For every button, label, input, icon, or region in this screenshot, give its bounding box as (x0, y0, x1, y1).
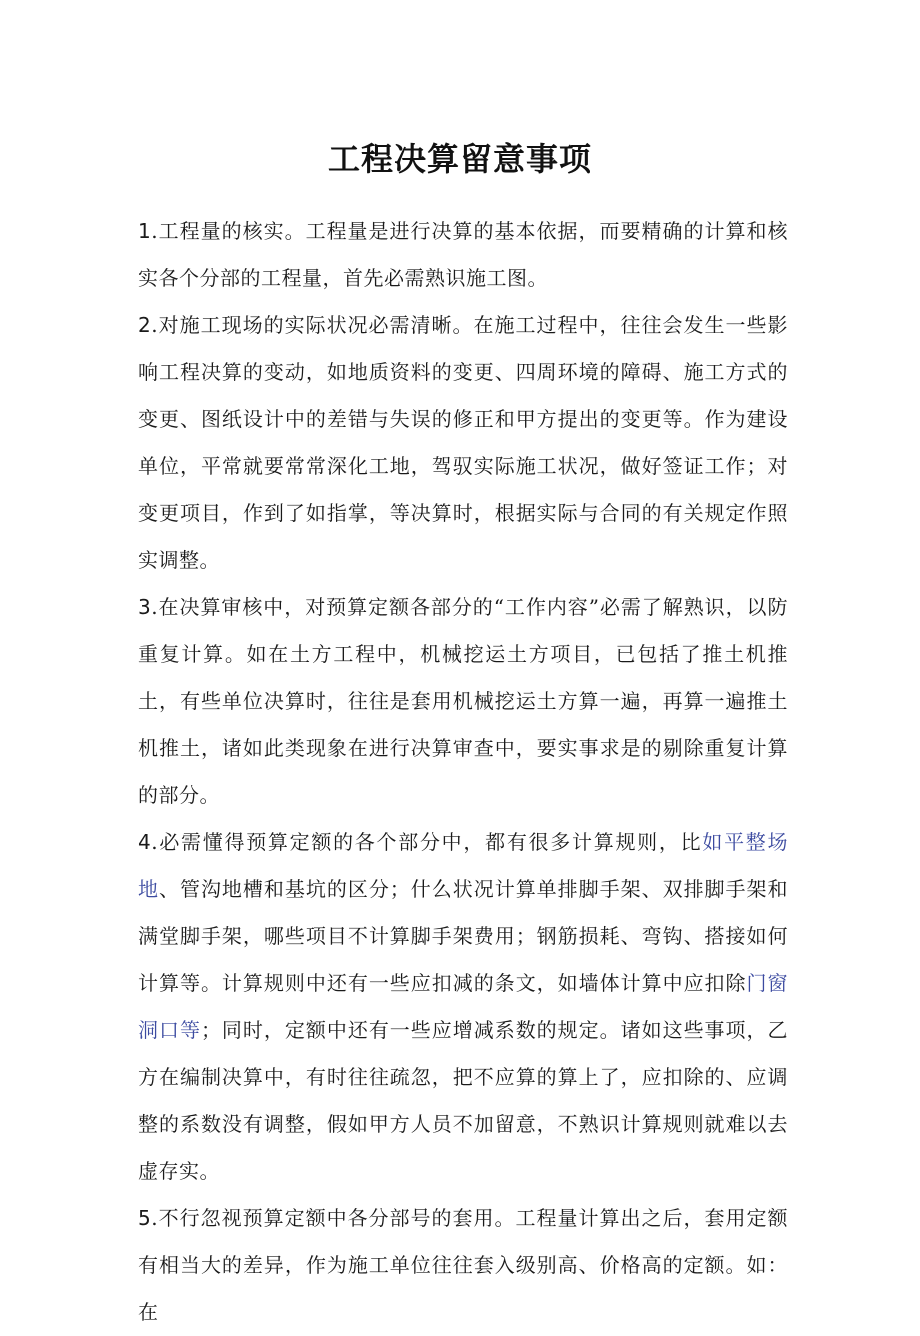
paragraph-text: .工程量的核实。工程量是进行决算的基本依据，而要精确的计算和核实各个分部的工程量，首先必需熟识施工图。 (138, 219, 788, 290)
paragraph-4 (138, 819, 788, 1195)
paragraph-text: .在决算审核中，对预算定额各部分的“工作内容”必需了解熟识，以防重复计算。如在土方工程中，机械挖运土方项目，已包括了推土机推土，有些单位决算时，往往是套用机械挖运土方算一遍，再算一遍推土机推土，诸如此类现象在进行决算审查中，要实事求是的剔除重复计算的部分。 (138, 595, 788, 807)
paragraph-number: 4 (138, 830, 152, 854)
document-title: 工程决算留意事项 (327, 140, 592, 179)
paragraph-2 (138, 302, 788, 584)
paragraph-5 (138, 1195, 788, 1336)
paragraph-text: .对施工现场的实际状况必需清晰。在施工过程中，往往会发生一些影响工程决算的变动，如地质资料的变更、四周环境的障碍、施工方式的变更、图纸设计中的差错与失误的修正和甲方提出的变更等。作为建设单位，平常就要常常深化工地，驾驭实际施工状况，做好签证工作；对变更项目，作到了如指掌，等决算时，根据实际与合同的有关规定作照实调整。 (138, 313, 788, 572)
paragraph-number: 1 (138, 219, 152, 243)
paragraph-text: 、管沟地槽和基坑的区分；什么状况计算单排脚手架、双排脚手架和满堂脚手架，哪些项目不计算脚手架费用；钢筋损耗、弯钩、搭接如何计算等。计算规则中还有一些应扣减的条文，如墙体计算中应扣除 (138, 877, 789, 995)
paragraph-3 (138, 584, 788, 819)
paragraph-1 (138, 208, 788, 302)
link-text-leveling[interactable]: 如平整场地 (138, 830, 789, 901)
paragraph-text: .不行忽视预算定额中各分部号的套用。工程量计算出之后，套用定额有相当大的差异，作为施工单位往往套入级别高、价格高的定额。如：在 (138, 1206, 788, 1324)
paragraph-number: 3 (138, 595, 152, 619)
paragraph-number: 5 (138, 1206, 152, 1230)
link-text-openings[interactable]: 门窗洞口等 (138, 971, 789, 1042)
document-body (138, 208, 788, 1336)
paragraph-text: .必需懂得预算定额的各个部分中，都有很多计算规则，比 (151, 830, 703, 854)
paragraph-number: 2 (138, 313, 152, 337)
paragraph-text: ；同时，定额中还有一些应增减系数的规定。诸如这些事项，乙方在编制决算中，有时往往疏忽，把不应算的算上了，应扣除的、应调整的系数没有调整，假如甲方人员不加留意，不熟识计算规则就难以去虚存实。 (138, 1018, 789, 1183)
